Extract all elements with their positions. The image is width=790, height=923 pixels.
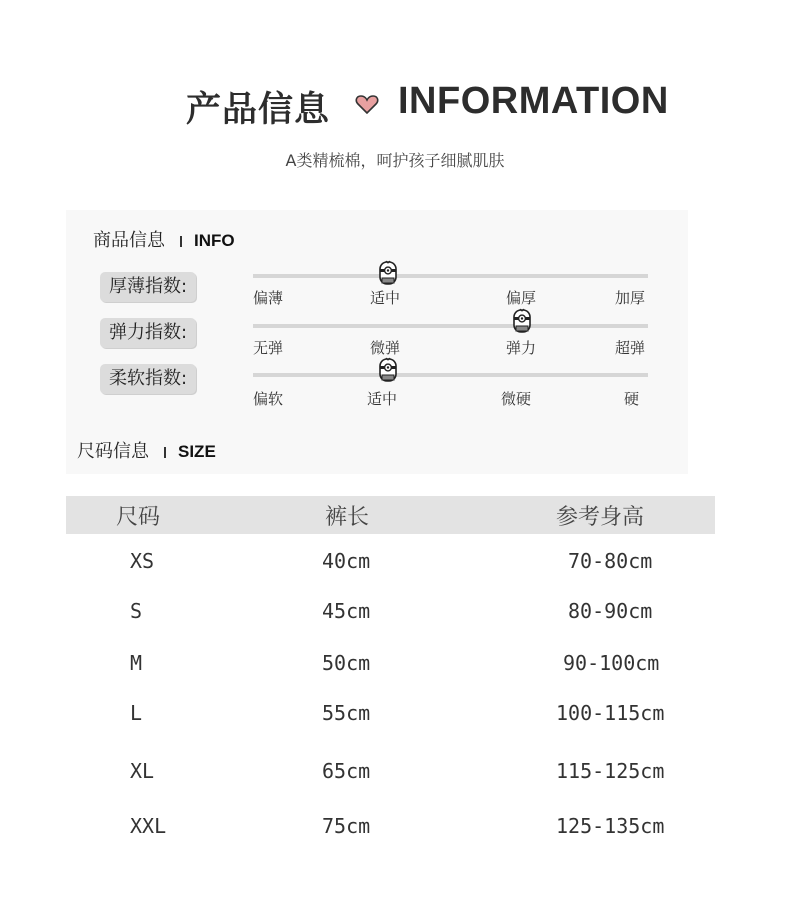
scale-label: 适中 bbox=[370, 289, 401, 307]
height-cell: 115-125cm bbox=[556, 759, 665, 783]
scale-label: 弹力 bbox=[506, 339, 537, 357]
length-cell: 40cm bbox=[322, 549, 371, 573]
heart-icon bbox=[355, 94, 379, 114]
size-heading-en: SIZE bbox=[178, 442, 216, 461]
index-label-softness: 柔软指数: bbox=[100, 364, 196, 394]
page-title-cn: 产品信息 bbox=[186, 90, 331, 130]
size-cell: M bbox=[130, 651, 143, 675]
index-track-elasticity bbox=[253, 324, 648, 328]
mascot-marker-icon bbox=[377, 356, 399, 384]
index-track-softness bbox=[253, 373, 648, 377]
length-cell: 50cm bbox=[322, 651, 371, 675]
length-cell: 65cm bbox=[322, 759, 371, 783]
scale-label: 硬 bbox=[624, 390, 640, 408]
height-cell: 100-115cm bbox=[556, 701, 665, 725]
size-cell: XXL bbox=[130, 814, 167, 838]
subtitle: A类精梳棉，呵护孩子细腻肌肤 bbox=[285, 151, 505, 170]
info-heading-cn: 商品信息 bbox=[93, 230, 165, 251]
length-cell: 75cm bbox=[322, 814, 371, 838]
size-cell: XL bbox=[130, 759, 155, 783]
scale-label: 加厚 bbox=[615, 289, 646, 307]
scale-label: 微弹 bbox=[370, 339, 401, 357]
scale-label: 偏薄 bbox=[253, 289, 284, 307]
column-header: 裤长 bbox=[325, 505, 370, 530]
size-heading-cn: 尺码信息 bbox=[77, 441, 149, 462]
size-heading bbox=[77, 437, 216, 463]
mascot-marker-icon bbox=[377, 259, 399, 287]
scale-label: 超弹 bbox=[615, 339, 646, 357]
divider-tick bbox=[164, 447, 166, 458]
page-title-en: INFORMATION bbox=[398, 80, 669, 122]
height-cell: 70-80cm bbox=[568, 549, 653, 573]
index-label-thickness: 厚薄指数: bbox=[100, 272, 196, 302]
size-cell: S bbox=[130, 599, 143, 623]
mascot-marker-icon bbox=[511, 307, 533, 335]
height-cell: 80-90cm bbox=[568, 599, 653, 623]
length-cell: 45cm bbox=[322, 599, 371, 623]
scale-label: 偏软 bbox=[253, 390, 284, 408]
column-header: 尺码 bbox=[116, 505, 161, 530]
size-cell: L bbox=[130, 701, 143, 725]
length-cell: 55cm bbox=[322, 701, 371, 725]
info-heading bbox=[93, 226, 235, 252]
divider-tick bbox=[180, 236, 182, 247]
height-cell: 125-135cm bbox=[556, 814, 665, 838]
scale-label: 适中 bbox=[367, 390, 398, 408]
size-cell: XS bbox=[130, 549, 155, 573]
index-label-elasticity: 弹力指数: bbox=[100, 318, 196, 348]
scale-label: 微硬 bbox=[501, 390, 532, 408]
info-heading-en: INFO bbox=[194, 231, 235, 250]
column-header: 参考身高 bbox=[556, 505, 645, 530]
scale-label: 偏厚 bbox=[506, 289, 537, 307]
index-track-thickness bbox=[253, 274, 648, 278]
scale-label: 无弹 bbox=[253, 339, 284, 357]
height-cell: 90-100cm bbox=[563, 651, 660, 675]
